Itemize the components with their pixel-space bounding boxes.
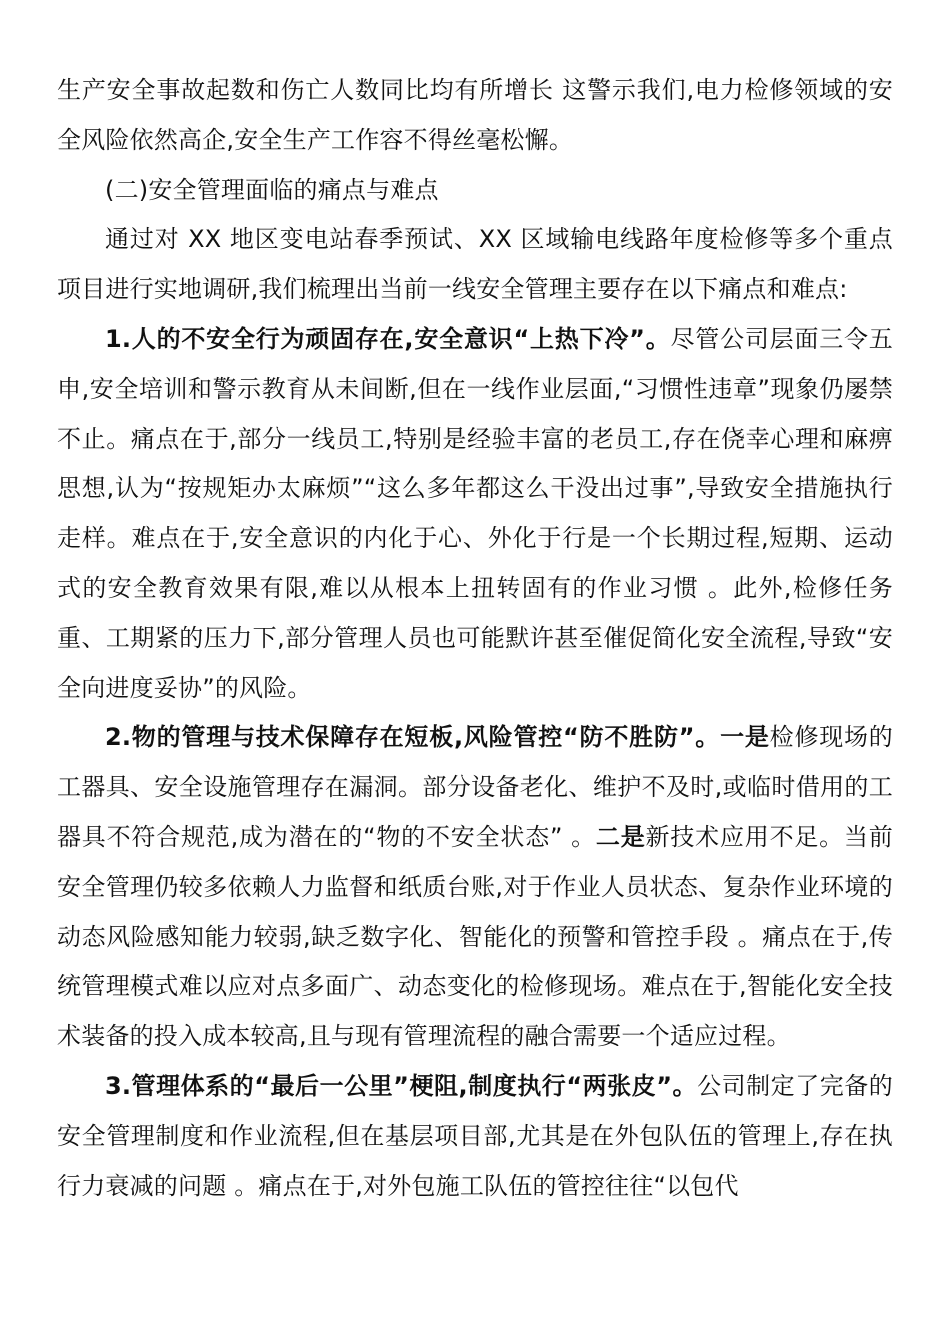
item-2-text-2: 新技术应用不足。当前安全管理仍较多依赖人力监督和纸质台账,对于作业人员状态、复杂作业环境的动态风险感知能力较弱,缺乏数字化、智能化的预警和管控手段 。痛点在于,传统管理模式难以应对点多面广、动态变化的检修现场。难点在于,智能化安全技术装备的投入成本较高,且与现有管理流程的融合需要一个适应过程。 [57,822,893,1051]
item-2-title: 2.物的管理与技术保障存在短板,风险管控“防不胜防”。 [105,723,721,752]
item-2-lead-1: 一是 [720,723,770,752]
item-1-body: 尽管公司层面三令五申,安全培训和警示教育从未间断,但在一线作业层面,“习惯性违章”现象仍屡禁不止。痛点在于,部分一线员工,特别是经验丰富的老员工,存在侥幸心理和麻痹思想,认为“按规矩办太麻烦”“这么多年都这么干没出过事”,导致安全措施执行走样。难点在于,安全意识的内化于心、外化于行是一个长期过程,短期、运动式的安全教育效果有限,难以从根本上扭转固有的作业习惯 。此外,检修任务重、工期紧的压力下,部分管理人员也可能默许甚至催促简化安全流程,导致“安全向进度妥协”的风险。 [57,324,893,702]
intro-paragraph: 通过对 XX 地区变电站春季预试、XX 区域输电线路年度检修等多个重点项目进行实地调研,我们梳理出当前一线安全管理主要存在以下痛点和难点: [57,225,893,304]
section-heading: (二)安全管理面临的痛点与难点 [105,175,439,204]
item-2-paragraph [57,713,893,1062]
item-3-body: 公司制定了完备的安全管理制度和作业流程,但在基层项目部,尤其是在外包队伍的管理上,存在执行力衰减的问题 。痛点在于,对外包施工队伍的管控往往“以包代 [57,1071,893,1200]
item-1-paragraph [57,315,893,713]
item-1-title: 1.人的不安全行为顽固存在,安全意识“上热下冷”。 [105,324,671,353]
item-3-title: 3.管理体系的“最后一公里”梗阻,制度执行“两张皮”。 [105,1071,698,1100]
item-2-lead-2: 二是 [595,822,646,851]
item-3-paragraph [57,1062,893,1211]
document-page [57,66,893,1211]
paragraph-continuation: 生产安全事故起数和伤亡人数同比均有所增长 这警示我们,电力检修领域的安全风险依然高企,安全生产工作容不得丝毫松懈。 [57,76,893,154]
item-2-text-1: 检修现场的工器具、安全设施管理存在漏洞。部分设备老化、维护不及时,或临时借用的工器具不符合规范,成为潜在的“物的不安全状态” 。 [57,723,893,851]
